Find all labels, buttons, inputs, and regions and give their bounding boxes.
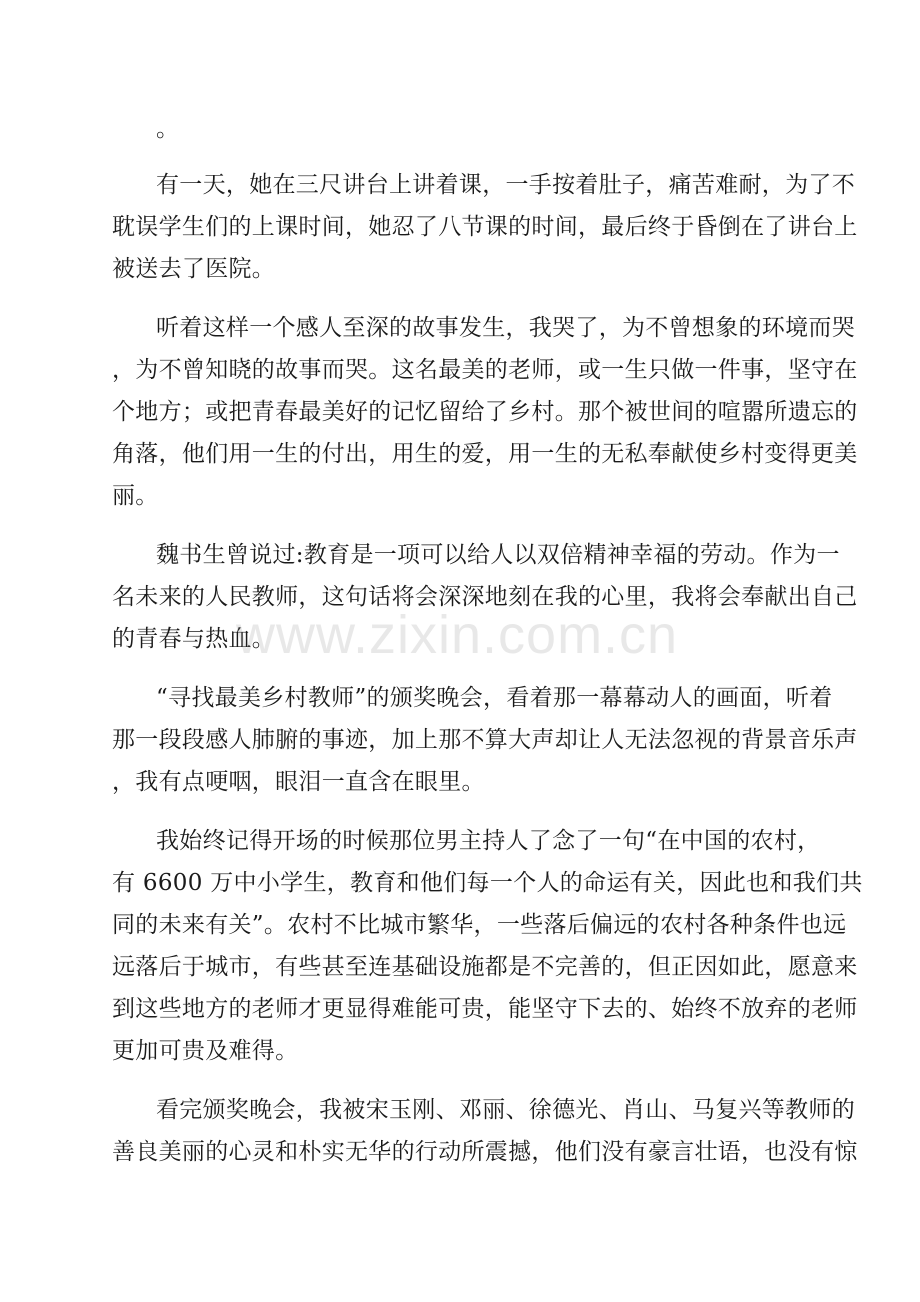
- text-line: ，为不曾知晓的故事而哭。这名最美的老师，或一生只做一件事，坚守在: [112, 357, 858, 383]
- text-line: 的青春与热血。: [112, 626, 276, 652]
- text-line: 耽误学生们的上课时间，她忍了八节课的时间，最后终于昏倒在了讲台上: [112, 214, 858, 240]
- text-line: 有 6600 万中小学生，教育和他们每一个人的命运有关，因此也和我们共: [112, 870, 863, 896]
- text-line: 看完颁奖晚会，我被宋玉刚、邓丽、徐德光、肖山、马复兴等教师的: [156, 1097, 855, 1123]
- text-line: 丽。: [112, 483, 159, 509]
- text-line: 有一天，她在三尺讲台上讲着课，一手按着肚子，痛苦难耐，为了不: [156, 172, 855, 198]
- text-line: 名未来的人民教师，这句话将会深深地刻在我的心里，我将会奉献出自己: [112, 584, 858, 610]
- text-line: 我始终记得开场的时候那位男主持人了念了一句“在中国的农村，: [156, 828, 821, 854]
- text-line: 那一段段感人肺腑的事迹，加上那不算大声却让人无法忽视的背景音乐声: [112, 727, 858, 753]
- text-line: 个地方；或把青春最美好的记忆留给了乡村。那个被世间的喧嚣所遗忘的: [112, 399, 858, 425]
- text-line: “寻找最美乡村教师”的颁奖晚会，看着那一幕幕动人的画面，听着: [156, 685, 833, 711]
- text-line: 更加可贵及难得。: [112, 1038, 299, 1064]
- text-line: 到这些地方的老师才更显得难能可贵，能坚守下去的、始终不放弃的老师: [112, 996, 858, 1022]
- watermark: www.zixin.com.cn: [236, 605, 679, 665]
- text-line: 角落，他们用一生的付出，用生的爱，用一生的无私奉献使乡村变得更美: [112, 441, 858, 467]
- text-line: 。: [156, 116, 180, 142]
- text-line: 同的未来有关”。农村不比城市繁华，一些落后偏远的农村各种条件也远: [112, 912, 847, 938]
- text-line: 善良美丽的心灵和朴实无华的行动所震撼，他们没有豪言壮语，也没有惊: [112, 1139, 858, 1165]
- text-line: ，我有点哽咽，眼泪一直含在眼里。: [112, 769, 485, 795]
- text-line: 被送去了医院。: [112, 256, 276, 282]
- text-line: 魏书生曾说过:教育是一项可以给人以双倍精神幸福的劳动。作为一: [156, 542, 840, 568]
- text-line: 听着这样一个感人至深的故事发生，我哭了，为不曾想象的环境而哭: [156, 315, 855, 341]
- text-line: 远落后于城市，有些甚至连基础设施都是不完善的，但正因如此，愿意来: [112, 954, 858, 980]
